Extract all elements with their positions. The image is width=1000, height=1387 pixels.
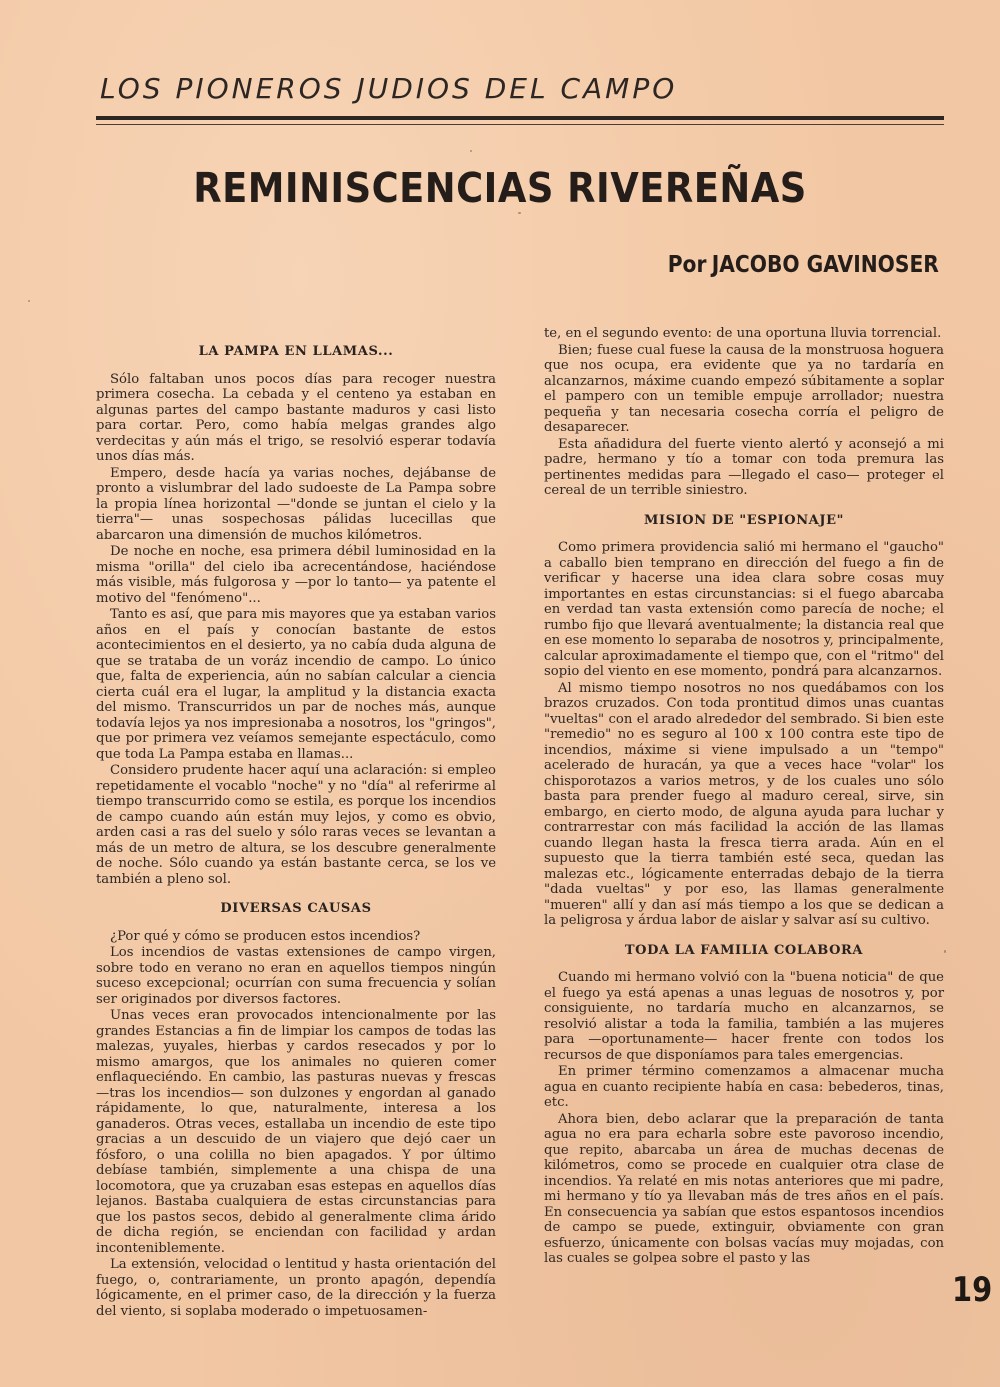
paragraph: La extensión, velocidad o lentitud y hasta orientación del fuego, o, contrariamente, un pronto apagón, dependía lógicamente, en el primer caso, de la dirección y la fuerza del viento, si soplaba moderado o impetuosamen- xyxy=(96,1257,496,1319)
paper-speck xyxy=(944,950,946,953)
paragraph: Considero prudente hacer aquí una aclaración: si empleo repetidamente el vocablo "noche" y no "día" al referirme al tiempo transcurrido como se estila, es porque los incendios de campo cuando aún están muy lejos, y como es obvio, arden casi a ras del suelo y sólo raras veces se levantan a más de un metro de altura, se los descubre generalmente de noche. Sólo cuando ya están bastante cerca, se los ve también a pleno sol. xyxy=(96,763,496,887)
paragraph: Al mismo tiempo nosotros no nos quedábamos con los brazos cruzados. Con toda prontitud dimos unas cuantas "vueltas" con el arado alrededor del sembrado. Si bien este "remedio" no es seguro al 100 x 100 contra este tipo de incendios, máxime si viene impulsado a un "tempo" acelerado de huracán, ya que a veces hace "volar" los chisporotazos a varios metros, y de los cuales uno sólo basta para prender fuego al maduro cereal, sirve, sin embargo, en cierto modo, de alguna ayuda para luchar y contrarrestar con más facilidad la acción de las llamas cuando llegan hasta la fresca tierra arada. Aún en el supuesto que la tierra también esté seca, quedan las malezas etc., lógicamente enterradas debajo de la tierra "dada vueltas" y por eso, las llamas generalmente "mueren" allí y dan así más tiempo a los que se dedican a la peligrosa y árdua labor de aislar y salvar así su cultivo. xyxy=(544,680,944,928)
paragraph: Empero, desde hacía ya varias noches, dejábanse de pronto a vislumbrar del lado sudoeste de La Pampa sobre la propia línea horizontal —"donde se juntan el cielo y la tierra"— unas sospechosas pálidas lucecillas que abarcaron una dimensión de muchos kilómetros. xyxy=(96,465,496,543)
subheading-la-pampa-en-llamas: LA PAMPA EN LLAMAS... xyxy=(198,344,394,359)
paragraph: Ahora bien, debo aclarar que la preparación de tanta agua no era para echarla sobre este pavoroso incendio, que repito, abarcaba un área de muchas decenas de kilómetros, como se procede en cualquier otra clase de incendios. Ya relaté en mis notas anteriores que mi padre, mi hermano y tío ya llevaban más de tres años en el país. En consecuencia ya sabían que estos espantosos incendios de campo se puede, extinguir, obviamente con gran esfuerzo, únicamente con bolsas vacías muy mojadas, con las cuales se golpea sobre el pasto y las xyxy=(544,1111,944,1266)
byline-prefix: Por xyxy=(667,252,707,278)
header-rule-thick xyxy=(96,116,944,120)
subheading-diversas-causas: DIVERSAS CAUSAS xyxy=(220,901,372,916)
paragraph: Los incendios de vastas extensiones de campo virgen, sobre todo en verano no eran en aquellos tiempos ningún suceso excepcional; ocurrían con suma frecuencia y solían ser originados por diversos factores. xyxy=(96,945,496,1007)
paper-speck xyxy=(470,150,472,152)
paragraph: Esta añadidura del fuerte viento alertó y aconsejó a mi padre, hermano y tío a tomar con toda premura las pertinentes medidas para —llegado el caso— proteger el cereal de un terrible siniestro. xyxy=(544,436,944,498)
paragraph: Bien; fuese cual fuese la causa de la monstruosa hoguera que nos ocupa, era evidente que ya no tardaría en alcanzarnos, máxime cuando empezó súbitamente a soplar el pampero con un temible empuje arrollador; nuestra pequeña y tan necesaria cosecha corría el peligro de desaparecer. xyxy=(544,342,944,435)
paragraph: Sólo faltaban unos pocos días para recoger nuestra primera cosecha. La cebada y el centeno ya estaban en algunas partes del campo bastante maduros y casi listo para cortar. Pero, como había melgas grandes algo verdecitas y aún más el trigo, se resolvió esperar todavía unos días más. xyxy=(96,371,496,464)
paper-speck xyxy=(518,212,521,214)
paragraph: Como primera providencia salió mi hermano el "gaucho" a caballo bien temprano en dirección del fuego a fin de verificar y hacerse una idea clara sobre cosas muy importantes en estas circunstancias: si el fuego abarcaba en verdad tan vasta extensión como parecía de noche; el rumbo fijo que llevará aventualmente; la distancia real que en ese momento lo separaba de nosotros y, principalmente, calcular aproximadamente el tiempo que, con el "ritmo" del sopio del viento en ese momento, pondrá para alcanzarnos. xyxy=(544,540,944,679)
header-rule-thin xyxy=(96,124,944,125)
page-number: 19 xyxy=(952,1270,993,1310)
paragraph: ¿Por qué y cómo se producen estos incendios? xyxy=(110,928,421,944)
subheading-mision-de-espionaje: MISION DE "ESPIONAJE" xyxy=(643,512,845,528)
article-title: REMINISCENCIAS RIVEREÑAS xyxy=(193,164,807,212)
paragraph: En primer término comenzamos a almacenar mucha agua en cuanto recipiente había en casa: bebederos, tinas, etc. xyxy=(544,1064,944,1110)
left-column xyxy=(96,344,496,1319)
paragraph: De noche en noche, esa primera débil luminosidad en la misma "orilla" del cielo iba acrecentándose, haciéndose más visible, más fulgorosa y —por lo tanto— ya patente el motivo del "fenómeno"... xyxy=(96,544,496,606)
paragraph: Cuando mi hermano volvió con la "buena noticia" de que el fuego ya está apenas a unas leguas de nosotros y, por consiguiente, no tardaría mucho en alcanzarnos, se resolvió alistar a toda la familia, también a las mujeres para —oportunamente— hacer frente con todos los recursos de que disponíamos para tales emergencias. xyxy=(544,970,944,1063)
byline xyxy=(668,252,944,278)
right-column xyxy=(544,326,944,1267)
section-header: LOS PIONEROS JUDIOS DEL CAMPO xyxy=(100,72,678,105)
paragraph: Tanto es así, que para mis mayores que ya estaban varios años en el país y conocían bastante de estos acontecimientos en el desierto, ya no cabía duda alguna de que se trataba de un voráz incendio de campo. Lo único que, falta de experiencia, aún no sabían calcular a ciencia cierta cuál era el lugar, la amplitud y la distancia exacta del mismo. Transcurridos un par de noches más, aunque todavía lejos ya nos impresionaba a nosotros, los "gringos", que por primera vez veíamos semejante espectáculo, como que toda La Pampa estaba en llamas... xyxy=(96,607,496,762)
author-name: JACOBO GAVINOSER xyxy=(711,252,939,278)
paragraph-continued: te, en el segundo evento: de una oportuna lluvia torrencial. xyxy=(544,326,942,341)
subheading-toda-la-familia-colabora: TODA LA FAMILIA COLABORA xyxy=(624,942,864,958)
paper-speck xyxy=(28,300,30,302)
paragraph: Unas veces eran provocados intencionalmente por las grandes Estancias a fin de limpiar los campos de todas las malezas, yuyales, hierbas y cardos resecados y por lo mismo amargos, que los animales no quieren comer enflaqueciéndo. En cambio, las pasturas nuevas y frescas —tras los incendios— son dulzones y engordan al ganado rápidamente, lo que, naturalmente, interesa a los ganaderos. Otras veces, estallaba un incendio de este tipo gracias a un descuido de un viajero que dejó caer un fósforo, o una colilla no bien apagados. Y por último debíase también, simplemente a una chispa de una locomotora, que ya cruzaban esas estepas en aquellos días lejanos. Bastaba cualquiera de estas circunstancias para que los pastos secos, debido al generalmente clima árido de dicha región, se enciendan con facilidad y ardan inconteniblemente. xyxy=(96,1008,496,1256)
